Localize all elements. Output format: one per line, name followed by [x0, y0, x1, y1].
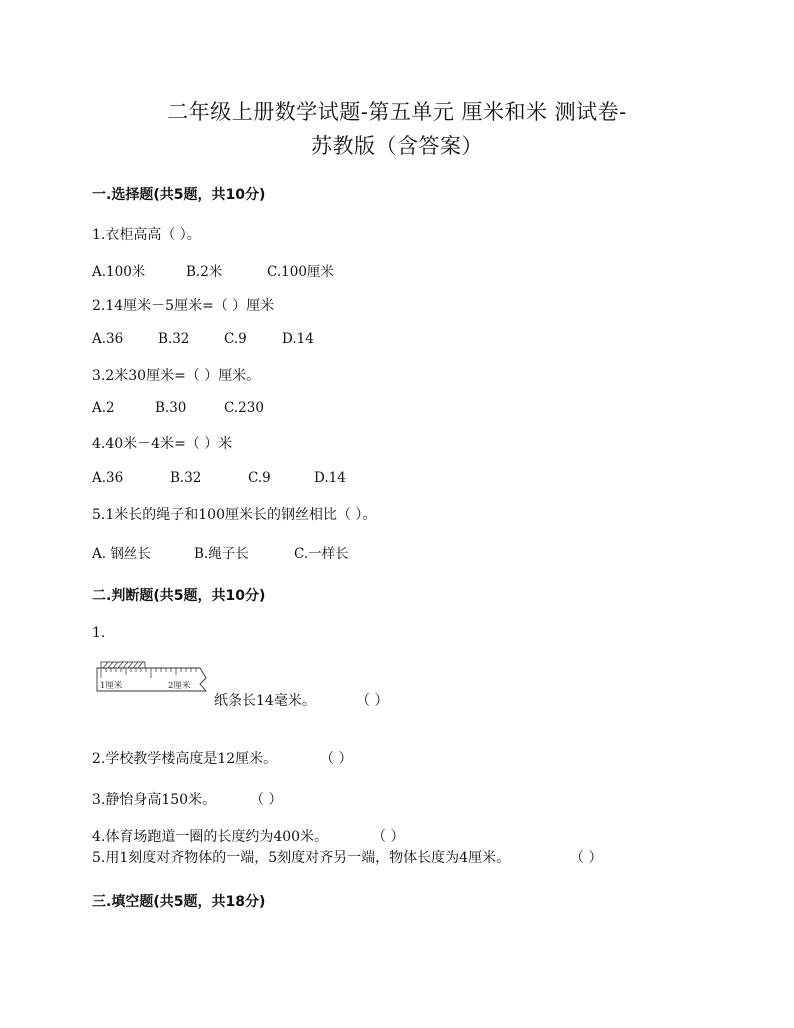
option-1-1-b: B.2米 [186, 264, 223, 280]
answer-paren-2-3: （ ） [250, 792, 283, 808]
question-1-2: 2.14厘米－5厘米=（ ）厘米 [92, 298, 275, 314]
section-1-heading: 一.选择题(共5题，共10分) [92, 187, 266, 203]
option-1-5-a: A. 钢丝长 [92, 546, 151, 562]
answer-paren-2-2: （ ） [320, 751, 353, 767]
option-1-1-a: A.100米 [92, 264, 146, 280]
title-line-1: 二年级上册数学试题-第五单元 厘米和米 测试卷- [167, 100, 627, 124]
question-2-1-text: 纸条长14毫米。 [214, 693, 316, 709]
option-1-4-d: D.14 [314, 470, 346, 486]
question-2-2: 2.学校教学楼高度是12厘米。 [92, 751, 278, 767]
option-1-4-c: C.9 [248, 470, 271, 486]
title-line-2: 苏教版（含答案） [311, 134, 483, 158]
question-2-3: 3.静怡身高150米。 [92, 792, 217, 808]
option-1-4-b: B.32 [170, 470, 202, 486]
option-1-3-a: A.2 [92, 400, 115, 416]
question-2-5: 5.用1刻度对齐物体的一端，5刻度对齐另一端，物体长度为4厘米。 [92, 850, 511, 866]
ruler-label-1cm: 1厘米 [100, 681, 123, 691]
option-1-5-b: B.绳子长 [194, 546, 249, 562]
ruler-ticks [101, 668, 196, 678]
question-2-1-number: 1. [92, 625, 106, 641]
option-1-4-a: A.36 [92, 470, 124, 486]
question-1-3: 3.2米30厘米=（ ）厘米。 [92, 368, 261, 384]
question-2-4: 4.体育场跑道一圈的长度约为400米。 [92, 829, 329, 845]
section-2-heading: 二.判断题(共5题，共10分) [92, 588, 266, 604]
option-1-5-c: C.一样长 [294, 546, 349, 562]
option-1-2-c: C.9 [224, 331, 247, 347]
answer-paren-2-1: （ ） [356, 693, 389, 709]
option-1-2-b: B.32 [158, 331, 190, 347]
question-1-4: 4.40米－4米=（ ）米 [92, 436, 233, 452]
question-1-5: 5.1米长的绳子和100厘米长的钢丝相比（ ）。 [92, 507, 377, 523]
option-1-3-c: C.230 [224, 400, 264, 416]
option-1-2-d: D.14 [282, 331, 314, 347]
option-1-1-c: C.100厘米 [267, 264, 334, 280]
answer-paren-2-4: （ ） [372, 829, 405, 845]
ruler-figure [96, 660, 212, 698]
section-3-heading: 三.填空题(共5题，共18分) [92, 894, 266, 910]
option-1-2-a: A.36 [92, 331, 124, 347]
ruler-label-2cm: 2厘米 [168, 681, 191, 691]
question-1-1: 1.衣柜高高（ ）。 [92, 227, 201, 243]
paper-strip [101, 662, 145, 668]
option-1-3-b: B.30 [155, 400, 187, 416]
answer-paren-2-5: （ ） [570, 850, 603, 866]
